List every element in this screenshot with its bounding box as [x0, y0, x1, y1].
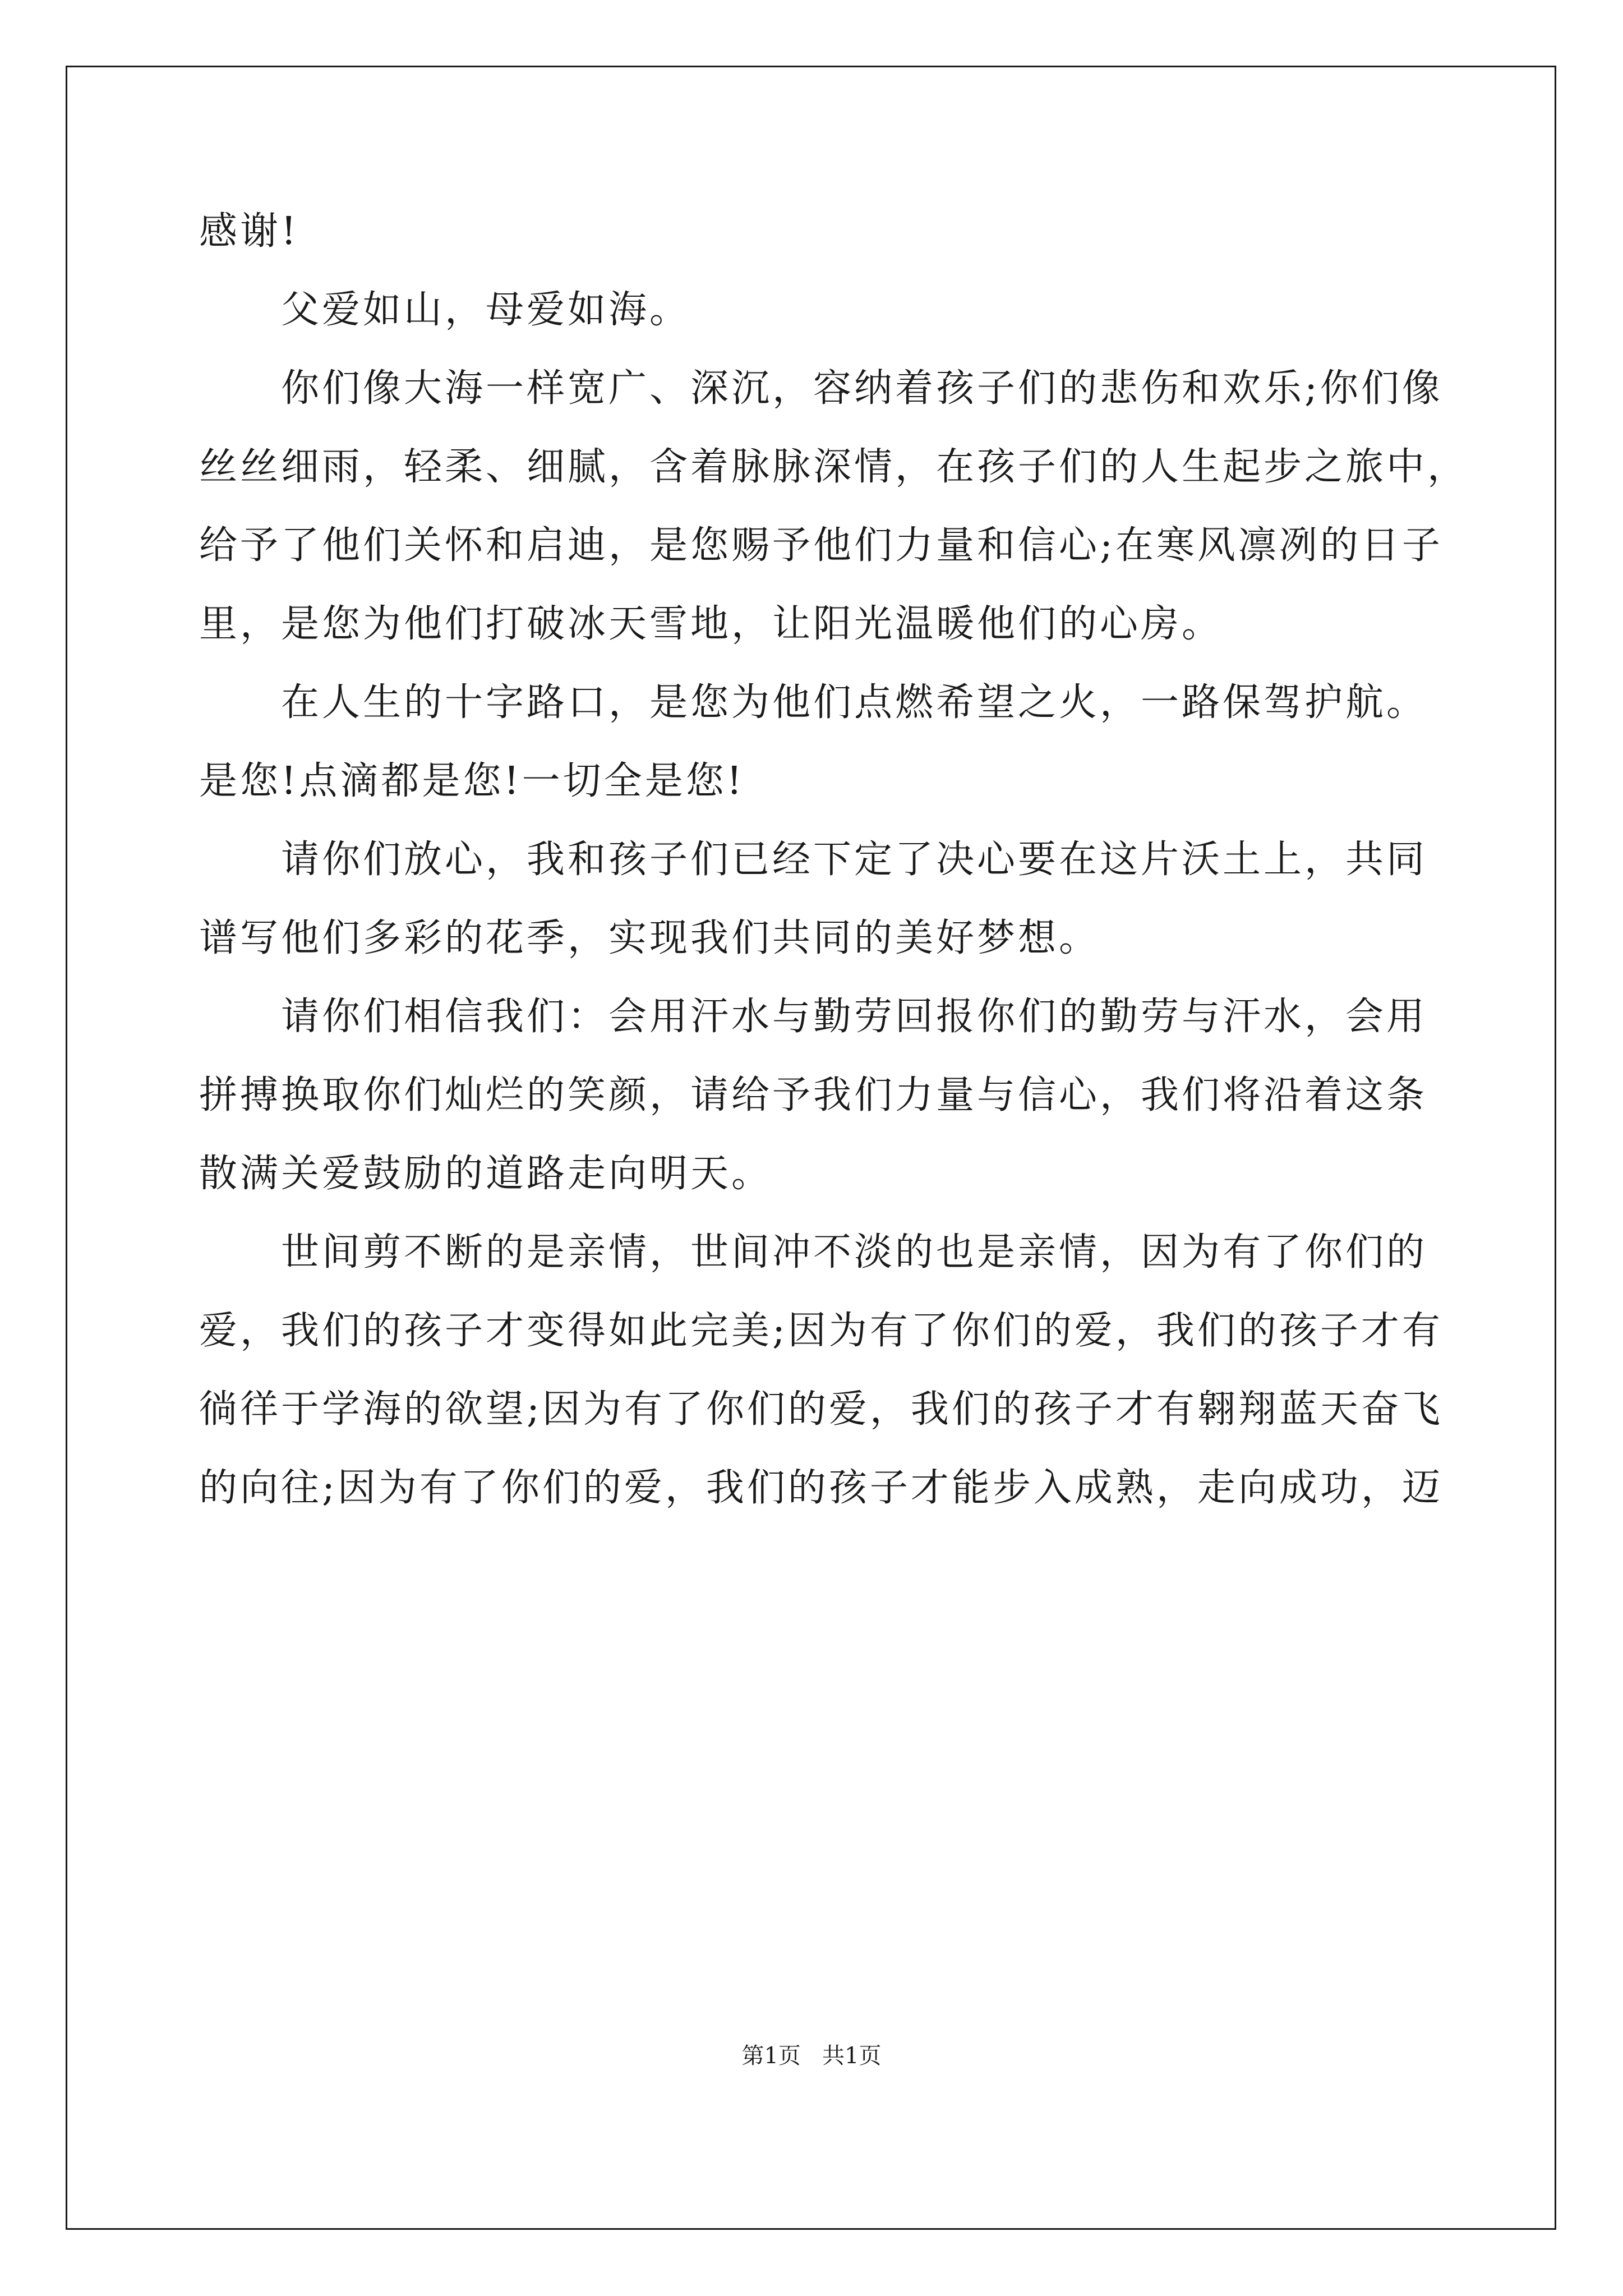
- text-line: 是您!点滴都是您!一切全是您!: [199, 759, 745, 803]
- text-line: 在人生的十字路口，是您为他们点燃希望之火，一路保驾护航。: [281, 680, 1428, 725]
- text-line: 感谢!: [199, 209, 299, 254]
- text-line: 爱，我们的孩子才变得如此完美;因为有了你们的爱，我们的孩子才有: [199, 1309, 1443, 1353]
- text-line: 散满关爱鼓励的道路走向明天。: [199, 1152, 773, 1196]
- text-line: 里，是您为他们打破冰天雪地，让阳光温暖他们的心房。: [199, 602, 1223, 646]
- text-line: 世间剪不断的是亲情，世间冲不淡的也是亲情，因为有了你们的: [281, 1230, 1428, 1274]
- text-line: 的向往;因为有了你们的爱，我们的孩子才能步入成熟，走向成功，迈: [199, 1466, 1443, 1510]
- text-line: 请你们相信我们：会用汗水与勤劳回报你们的勤劳与汗水，会用: [281, 995, 1428, 1039]
- text-line: 请你们放心，我和孩子们已经下定了决心要在这片沃土上，共同: [281, 838, 1428, 882]
- text-line: 丝丝细雨，轻柔、细腻，含着脉脉深情，在孩子们的人生起步之旅中，: [199, 445, 1469, 489]
- text-line: 父爱如山，母爱如海。: [281, 288, 691, 332]
- page-footer: 第1页 共1页: [741, 2043, 882, 2069]
- text-line: 徜徉于学海的欲望;因为有了你们的爱，我们的孩子才有翱翔蓝天奋飞: [199, 1387, 1443, 1432]
- text-line: 你们像大海一样宽广、深沉，容纳着孩子们的悲伤和欢乐;你们像: [281, 366, 1443, 411]
- text-line: 给予了他们关怀和启迪，是您赐予他们力量和信心;在寒风凛冽的日子: [199, 523, 1443, 568]
- text-line: 谱写他们多彩的花季，实现我们共同的美好梦想。: [199, 916, 1100, 960]
- text-line: 拼搏换取你们灿烂的笑颜，请给予我们力量与信心，我们将沿着这条: [199, 1073, 1428, 1117]
